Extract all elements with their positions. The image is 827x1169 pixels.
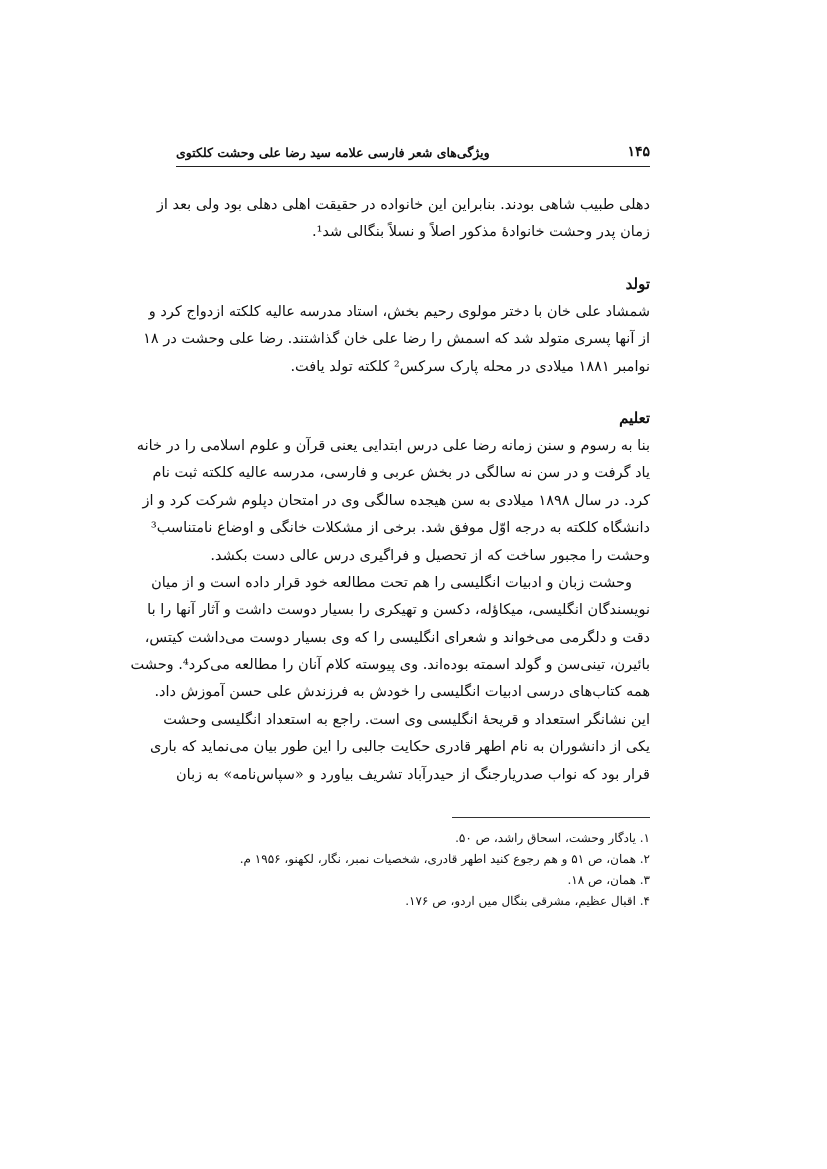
- intro-paragraph: [156, 192, 650, 247]
- footnote-separator: [452, 817, 650, 818]
- text-line: قرار بود که نواب صدریارجنگ از حیدرآباد تشریف بیاورد و «سپاس‌نامه» به زبان: [176, 766, 650, 783]
- text-line: وحشت را مجبور ساخت که از تحصیل و فراگیری درس عالی دست بکشد.: [210, 547, 650, 564]
- text-line: کرد. در سال ۱۸۹۸ میلادی به سن هیجده سالگی وی در امتحان دپلوم شرکت کرد و از: [142, 492, 650, 509]
- section-heading-education: تعلیم: [619, 408, 650, 427]
- footnote: ۲. همان، ص ۵۱ و هم رجوع کنید اطهر قادری، شخصیات نمبر، نگار، لکهنو، ۱۹۵۶ م.: [239, 852, 650, 866]
- section-heading-birth: تولد: [625, 274, 650, 293]
- text-line: بنا به رسوم و سنن زمانه رضا علی درس ابتدایی یعنی قرآن و علوم اسلامی را در خانه: [136, 437, 650, 454]
- footnote: ۱. یادگار وحشت، اسحاق راشد، ص ۵۰.: [455, 831, 650, 845]
- text-line: نویسندگان انگلیسی، میکاؤله، دکسن و تهیکری را بسیار دوست داشت و آثار آنها را با: [147, 602, 650, 619]
- text-line: از آنها پسری متولد شد که اسمش را رضا علی خان گذاشتند. رضا علی وحشت در ۱۸: [143, 331, 650, 348]
- text-line: این نشانگر استعداد و قریحهٔ انگلیسی وی است. راجع به استعداد انگلیسی وحشت: [163, 711, 650, 728]
- footnote: ۴. اقبال عظیم، مشرقی بنگال میں اردو، ص ۱۷۶.: [405, 894, 650, 908]
- text-line: بائیرن، تینی‌سن و گولد اسمته بوده‌اند. وی پیوسته کلام آنان را مطالعه می‌کرد⁴. وحشت: [130, 657, 650, 674]
- text-line: دهلی طبیب شاهی بودند. بنابراین این خانواده در حقیقت اهلی دهلی بود ولی بعد از: [156, 197, 650, 213]
- education-paragraph-2: [130, 570, 650, 789]
- text-line: شمشاد علی خان با دختر مولوی رحیم بخش، استاد مدرسه عالیه کلکته ازدواج کرد و: [148, 303, 650, 320]
- text-line: وحشت زبان و ادبیات انگلیسی را هم تحت مطالعه خود قرار داده است و از میان: [151, 574, 632, 591]
- running-title: ویژگی‌های شعر فارسی علامه سید رضا علی وحشت کلکتوی: [176, 145, 490, 160]
- text-line: دقت و دلگرمی می‌خواند و شعرای انگلیسی را که وی بسیار دوست می‌داشت کیتس،: [144, 629, 650, 646]
- footnote: ۳. همان، ص ۱۸.: [567, 873, 650, 887]
- birth-paragraph: [143, 299, 650, 381]
- text-line: همه کتاب‌های درسی ادبیات انگلیسی را خودش به فرزندش علی حسن آموزش داد.: [154, 684, 650, 701]
- text-line: یکی از دانشوران به نام اطهر قادری حکایت جالبی را این طور بیان می‌نماید که باری: [150, 739, 650, 756]
- education-paragraph-1: [136, 433, 650, 570]
- page-number: ۱۴۵: [627, 144, 650, 160]
- text-line: یاد گرفت و در سن نه سالگی در بخش عربی و فارسی، مدرسه عالیه کلکته ثبت نام: [152, 465, 650, 482]
- text-line: زمان پدر وحشت خانوادهٔ مذکور اصلاً و نسلاً بنگالی شد¹.: [311, 224, 650, 241]
- text-line: نوامبر ۱۸۸۱ میلادی در محله پارک سرکس² کلکته تولد یافت.: [290, 358, 650, 375]
- body-text: [130, 192, 650, 789]
- text-line: دانشگاه کلکته به درجه اوّل موفق شد. برخی از مشکلات خانگی و اوضاع نامتناسب³: [150, 520, 650, 537]
- running-header: [176, 144, 650, 167]
- footnotes: [176, 828, 650, 912]
